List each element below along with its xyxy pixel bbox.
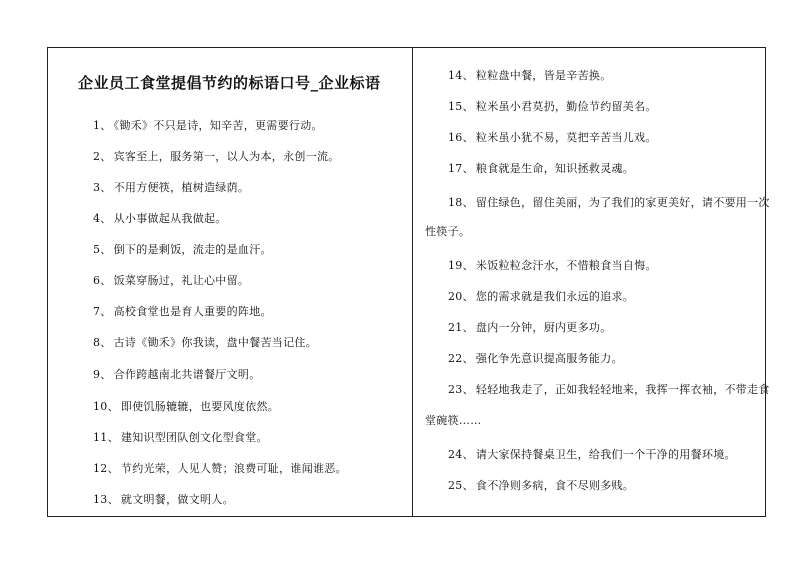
slogan-number: 21、 xyxy=(448,321,474,334)
column-divider xyxy=(412,47,413,517)
slogan-item xyxy=(93,491,234,507)
slogan-number: 15、 xyxy=(448,100,474,113)
slogan-text: 粒米虽小君莫扔，勤俭节约留美名。 xyxy=(475,100,657,113)
slogan-text: 请大家保持餐桌卫生，给我们一个干净的用餐环境。 xyxy=(475,448,736,461)
slogan-number: 3、 xyxy=(93,181,112,194)
slogan-number: 17、 xyxy=(448,162,474,175)
slogan-item xyxy=(448,319,612,335)
slogan-item xyxy=(93,366,261,382)
slogan-number: 24、 xyxy=(448,448,474,461)
slogan-item xyxy=(93,334,317,350)
slogan-item xyxy=(448,350,623,366)
slogan-text: 高校食堂也是育人重要的阵地。 xyxy=(113,305,272,318)
slogan-text: 宾客至上，服务第一，以人为本，永创一流。 xyxy=(113,150,340,163)
slogan-text: 留住绿色，留住美丽，为了我们的家更美好，请不要用一次 xyxy=(475,196,770,209)
slogan-number: 1、 xyxy=(93,119,112,132)
slogan-text: 粒粒盘中餐，皆是辛苦换。 xyxy=(475,69,612,82)
slogan-text: 米饭粒粒念汗水，不惜粮食当自悔。 xyxy=(475,259,657,272)
slogan-item xyxy=(93,303,272,319)
slogan-text: 食不净则多病，食不尽则多贱。 xyxy=(475,479,635,492)
slogan-item xyxy=(448,446,736,462)
slogan-number: 7、 xyxy=(93,305,112,318)
slogan-number: 19、 xyxy=(448,259,474,272)
slogan-text: 盘内一分钟，厨内更多功。 xyxy=(475,321,612,334)
slogan-text: 从小事做起从我做起。 xyxy=(113,212,227,225)
slogan-text: 合作跨越南北共谱餐厅文明。 xyxy=(113,368,261,381)
slogan-item xyxy=(448,67,612,83)
slogan-number: 4、 xyxy=(93,212,112,225)
slogan-continuation: 堂碗筷…… xyxy=(425,414,482,427)
slogan-item xyxy=(93,148,340,164)
slogan-text: 倒下的是剩饭，流走的是血汗。 xyxy=(113,243,272,256)
slogan-item xyxy=(448,257,657,273)
slogan-number: 6、 xyxy=(93,274,112,287)
slogan-number: 18、 xyxy=(448,196,474,209)
slogan-number: 25、 xyxy=(448,479,474,492)
slogan-item xyxy=(93,398,279,414)
slogan-item xyxy=(448,160,634,176)
slogan-number: 13、 xyxy=(93,493,119,506)
slogan-number: 23、 xyxy=(448,383,474,396)
slogan-item xyxy=(93,272,249,288)
slogan-number: 14、 xyxy=(448,69,474,82)
slogan-text: 粒米虽小犹不易，莫把辛苦当儿戏。 xyxy=(475,131,657,144)
slogan-item xyxy=(448,98,657,114)
slogan-number: 9、 xyxy=(93,368,112,381)
slogan-item xyxy=(448,129,657,145)
slogan-number: 16、 xyxy=(448,131,474,144)
slogan-number: 2、 xyxy=(93,150,112,163)
slogan-number: 12、 xyxy=(93,462,119,475)
slogan-text: 《锄禾》不只是诗，知辛苦，更需要行动。 xyxy=(113,119,323,132)
slogan-text: 古诗《锄禾》你我读，盘中餐苦当记住。 xyxy=(113,336,318,349)
slogan-text: 即使饥肠辘辘，也要风度依然。 xyxy=(120,400,280,413)
document-title: 企业员工食堂提倡节约的标语口号_企业标语 xyxy=(78,74,381,92)
slogan-number: 8、 xyxy=(93,336,112,349)
slogan-item xyxy=(93,460,347,476)
slogan-item xyxy=(93,117,323,133)
slogan-item xyxy=(448,381,770,397)
slogan-text: 不用方便筷，植树造绿荫。 xyxy=(113,181,250,194)
slogan-continuation: 性筷子。 xyxy=(425,225,471,238)
slogan-item xyxy=(448,477,634,493)
slogan-text: 饭菜穿肠过，礼让心中留。 xyxy=(113,274,250,287)
slogan-text: 您的需求就是我们永远的追求。 xyxy=(475,290,635,303)
slogan-number: 11、 xyxy=(93,431,119,444)
slogan-item xyxy=(93,429,268,445)
slogan-number: 20、 xyxy=(448,290,474,303)
slogan-number: 10、 xyxy=(93,400,119,413)
slogan-item xyxy=(93,179,249,195)
slogan-text: 强化争先意识提高服务能力。 xyxy=(475,352,623,365)
slogan-text: 节约光荣，人见人赞；浪费可耻，谁闻谁恶。 xyxy=(120,462,347,475)
slogan-text: 粮食就是生命，知识拯救灵魂。 xyxy=(475,162,635,175)
slogan-item xyxy=(93,210,227,226)
slogan-number: 22、 xyxy=(448,352,474,365)
slogan-item xyxy=(93,241,272,257)
slogan-text: 就文明餐，做文明人。 xyxy=(120,493,234,506)
slogan-text: 建知识型团队创文化型食堂。 xyxy=(120,431,268,444)
slogan-item xyxy=(448,194,770,210)
slogan-item xyxy=(448,288,634,304)
slogan-number: 5、 xyxy=(93,243,112,256)
slogan-text: 轻轻地我走了，正如我轻轻地来，我挥一挥衣袖，不带走食 xyxy=(475,383,770,396)
